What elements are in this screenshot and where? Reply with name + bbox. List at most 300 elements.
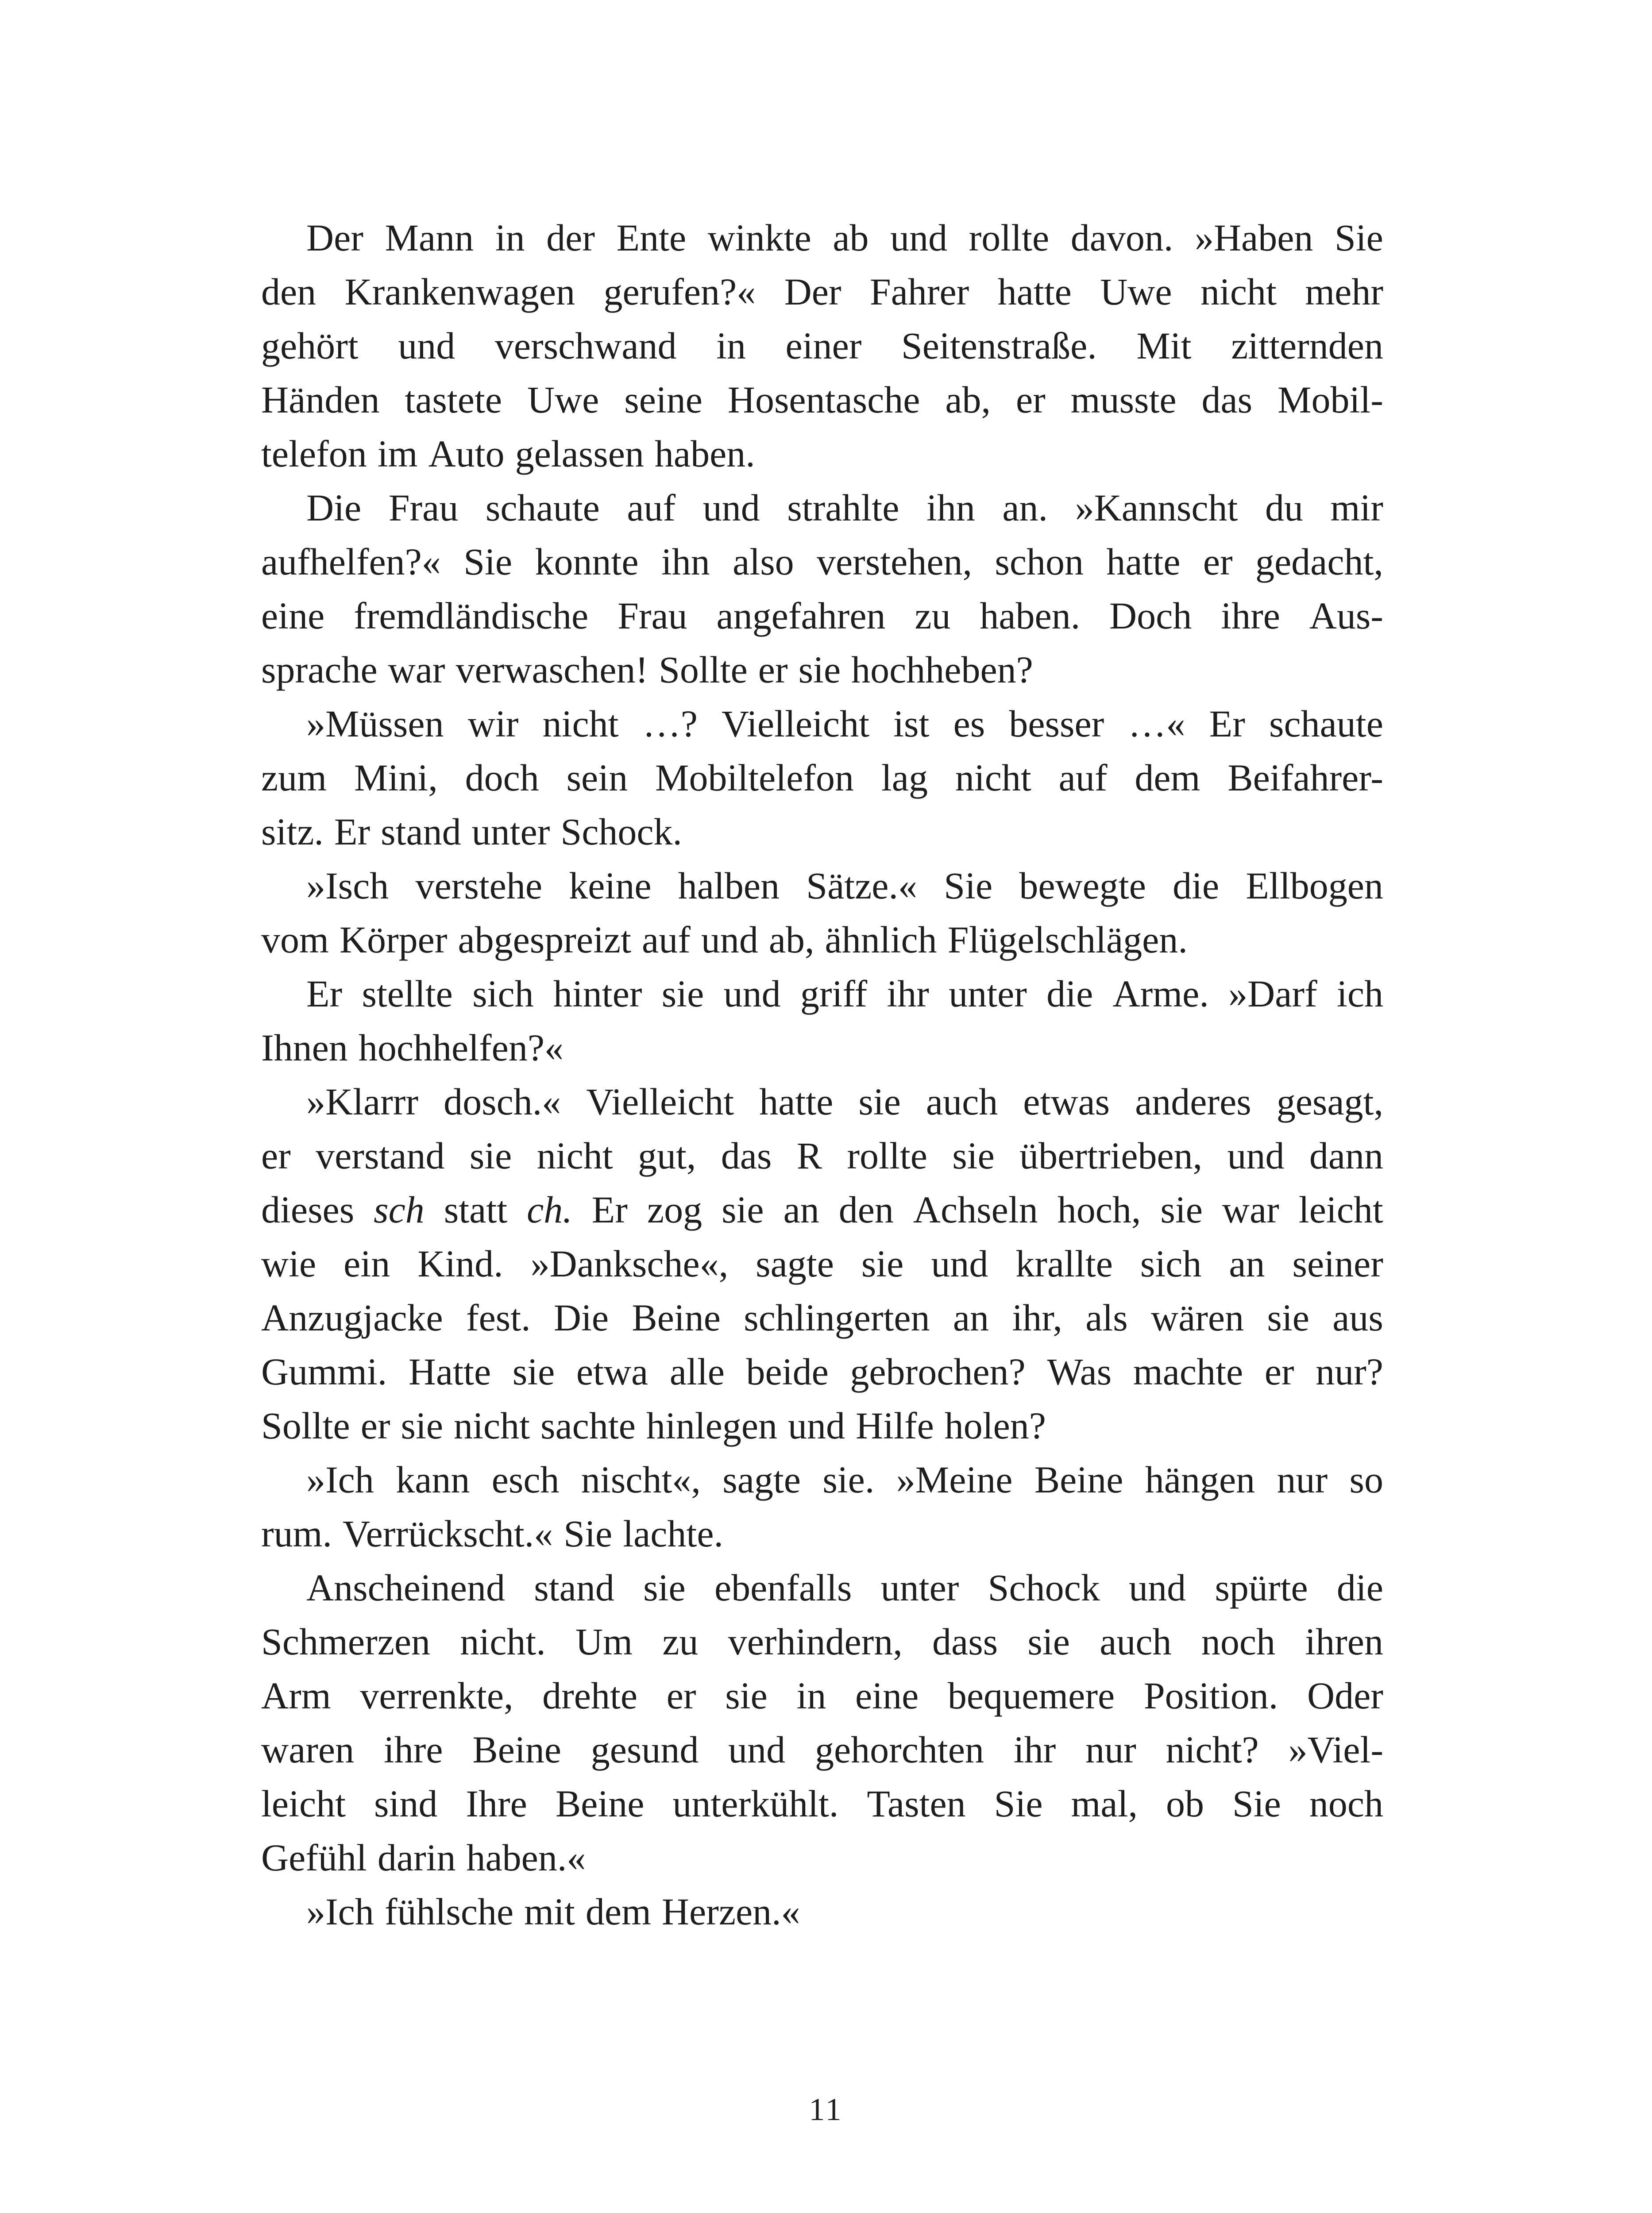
word: nicht? [1166, 1728, 1259, 1771]
word: schaute [1269, 702, 1383, 745]
word: kann [396, 1458, 470, 1501]
word: nicht [1200, 270, 1277, 313]
word: fremdländische [354, 594, 589, 637]
word: mal, [1071, 1782, 1138, 1825]
text-line [261, 1831, 1383, 1885]
word: mehr [1305, 270, 1383, 313]
word: hatte [1106, 540, 1181, 583]
word: ein [344, 1242, 390, 1285]
word: war [1222, 1188, 1279, 1231]
word: Gummi. [261, 1350, 387, 1393]
word: Flügelschlägen. [947, 918, 1188, 961]
word: an. [1002, 486, 1048, 529]
word: musste [1070, 378, 1177, 421]
word: er [360, 1404, 390, 1447]
word: Hatte [408, 1350, 491, 1393]
word: nicht [537, 1134, 613, 1177]
word: »Kannscht [1075, 486, 1238, 529]
word: du [1265, 486, 1303, 529]
word: sprache [261, 648, 378, 691]
word: gesund [591, 1728, 699, 1771]
word: fühlsche [384, 1890, 514, 1933]
word: Beine [555, 1782, 645, 1825]
word: hochheben? [851, 648, 1033, 691]
word: in [796, 1674, 826, 1717]
word: gerufen?« [603, 270, 756, 313]
word: rollte [969, 216, 1050, 259]
text-line [261, 319, 1383, 373]
word: stand [381, 810, 461, 853]
word: ab, [945, 378, 991, 421]
text-line [261, 1075, 1383, 1129]
word: Arme. [1112, 972, 1209, 1015]
text-line [261, 1723, 1383, 1777]
word: rollte [847, 1134, 927, 1177]
text-line [261, 1345, 1383, 1399]
word: ab, [768, 918, 814, 961]
word: er [261, 1134, 291, 1177]
word: keine [569, 864, 652, 907]
word: haben.« [466, 1836, 586, 1879]
word: und [1227, 1134, 1285, 1177]
word: …« [1128, 702, 1185, 745]
word: Mini, [354, 756, 438, 799]
text-line [261, 697, 1383, 751]
word: Fahrer [869, 270, 969, 313]
word: sich [472, 972, 534, 1015]
text-line [261, 1021, 1383, 1075]
word: sie. [822, 1458, 875, 1501]
word: hinter [553, 972, 642, 1015]
word: hochhelfen?« [358, 1026, 564, 1069]
word: Position. [1143, 1674, 1278, 1717]
word: ist [893, 702, 930, 745]
word: »Müssen [306, 702, 444, 745]
text-line [261, 265, 1383, 319]
word: ab [833, 216, 869, 259]
word: ihren [1305, 1620, 1383, 1663]
word: an [1229, 1242, 1265, 1285]
word: sachte [540, 1404, 636, 1447]
word: seiner [1292, 1242, 1383, 1285]
word: esch [491, 1458, 560, 1501]
text-line [261, 1291, 1383, 1345]
text-line [261, 1777, 1383, 1831]
word: verwaschen! [455, 648, 648, 691]
word: Achseln [913, 1188, 1038, 1231]
word: ihre [383, 1728, 443, 1771]
text-line [261, 1129, 1383, 1183]
word: ich [1336, 972, 1383, 1015]
word: wie [261, 1242, 317, 1285]
word: er [1015, 378, 1046, 421]
word: sagte [722, 1458, 801, 1501]
word: Schock. [560, 810, 683, 853]
word: die [1336, 1566, 1383, 1609]
word: so [1349, 1458, 1383, 1501]
word: fest. [466, 1296, 531, 1339]
word: war [388, 648, 445, 691]
word: sie [725, 1674, 768, 1717]
word: »Isch [306, 864, 389, 907]
word: wir [467, 702, 519, 745]
word: schlingerten [744, 1296, 930, 1339]
word: verschwand [494, 324, 677, 367]
word: R [796, 1134, 822, 1177]
word: Arm [261, 1674, 331, 1717]
word: Vielleicht [722, 702, 869, 745]
word: nicht [955, 756, 1031, 799]
word: Hilfe [856, 1404, 934, 1447]
text-line [261, 1399, 1383, 1453]
word: Er [306, 972, 343, 1015]
word: und [890, 216, 948, 259]
word: alle [669, 1350, 725, 1393]
word: sagte [756, 1242, 834, 1285]
word: »Haben [1194, 216, 1313, 259]
word: einer [785, 324, 862, 367]
word: sie [661, 972, 704, 1015]
word: nur? [1316, 1350, 1383, 1393]
word: und [702, 486, 760, 529]
word: ihr, [1012, 1296, 1062, 1339]
word: verstehe [415, 864, 543, 907]
word: ihr [1013, 1728, 1056, 1771]
body-text [261, 211, 1383, 1939]
word: Schmerzen [261, 1620, 431, 1663]
word: das [721, 1134, 772, 1177]
word: machte [1133, 1350, 1243, 1393]
word: Er [591, 1188, 628, 1231]
word: gesagt, [1276, 1080, 1383, 1123]
word: auf [642, 918, 691, 961]
word: Hosentasche [727, 378, 920, 421]
word: Frau [618, 594, 687, 637]
word: verstand [316, 1134, 445, 1177]
text-line [261, 373, 1383, 427]
word: Um [575, 1620, 633, 1663]
word: Sie [564, 1512, 613, 1555]
word: auch [926, 1080, 998, 1123]
word: Herzen.« [661, 1890, 800, 1933]
word: sie [858, 1080, 901, 1123]
word: »Klarrr [306, 1080, 419, 1123]
word: aufhelfen?« [261, 540, 441, 583]
word: Tasten [867, 1782, 966, 1825]
word: sie [401, 1404, 444, 1447]
word: Beifahrer- [1227, 756, 1383, 799]
text-line [261, 751, 1383, 805]
word: und [723, 972, 781, 1015]
text-line [261, 1885, 1383, 1939]
word: sind [374, 1782, 438, 1825]
word: unter [880, 1566, 959, 1609]
word: dieses [261, 1188, 355, 1231]
word: unter [949, 972, 1027, 1015]
word: nischt«, [581, 1458, 701, 1501]
word: das [1201, 378, 1253, 421]
word: sich [1140, 1242, 1202, 1285]
word: drehte [542, 1674, 638, 1717]
word: er [1203, 540, 1233, 583]
text-line [261, 805, 1383, 859]
word: zog [647, 1188, 702, 1231]
word: vom [261, 918, 329, 961]
word: davon. [1070, 216, 1173, 259]
text-line [261, 535, 1383, 589]
word: Vielleicht [586, 1080, 734, 1123]
word: Aus- [1309, 594, 1383, 637]
text-line [261, 1615, 1383, 1669]
word: Kind. [417, 1242, 503, 1285]
word: und [728, 1728, 786, 1771]
word: dem [1135, 756, 1200, 799]
word: halben [678, 864, 780, 907]
word: gedacht, [1255, 540, 1383, 583]
word: haben. [980, 594, 1081, 637]
word: Mann [385, 216, 474, 259]
word: die [1046, 972, 1093, 1015]
word: und [1129, 1566, 1186, 1609]
word: anderes [1135, 1080, 1251, 1123]
word: dann [1309, 1134, 1383, 1177]
word: Schock [988, 1566, 1100, 1609]
word: besser [1009, 702, 1104, 745]
word: auf [1058, 756, 1108, 799]
word: …? [642, 702, 698, 745]
word: Seitenstraße. [901, 324, 1097, 367]
word: konnte [535, 540, 639, 583]
word: eine [855, 1674, 919, 1717]
word: sie [1160, 1188, 1203, 1231]
word: Händen [261, 378, 380, 421]
word: statt [444, 1188, 508, 1231]
word: Mobil- [1278, 378, 1383, 421]
word: er [758, 648, 788, 691]
word: Anscheinend [306, 1566, 505, 1609]
word: und [931, 1242, 988, 1285]
word: den [838, 1188, 894, 1231]
word: sie [1267, 1296, 1309, 1339]
word: also [733, 540, 794, 583]
text-line [261, 913, 1383, 967]
word: krallte [1015, 1242, 1113, 1285]
word: übertrieben, [1019, 1134, 1203, 1177]
word: Uwe [1100, 270, 1172, 313]
word: Beine [632, 1296, 721, 1339]
word: sitz. [261, 810, 324, 853]
word: zu [915, 594, 951, 637]
word: nur [1085, 1728, 1136, 1771]
word: wären [1151, 1296, 1244, 1339]
word: verhindern, [728, 1620, 903, 1663]
word: zum [261, 756, 327, 799]
word: strahlte [787, 486, 899, 529]
word: gut, [637, 1134, 696, 1177]
word: haben. [654, 432, 755, 475]
word: Auto [428, 432, 505, 475]
word: ch. [527, 1188, 572, 1231]
word: hängen [1145, 1458, 1255, 1501]
word: sie [643, 1566, 686, 1609]
word: ebenfalls [714, 1566, 852, 1609]
word: er [666, 1674, 696, 1717]
word: »Danksche«, [530, 1242, 729, 1285]
word: beide [746, 1350, 829, 1393]
text-line [261, 1561, 1383, 1615]
word: Sie [1232, 1782, 1281, 1825]
word: sie [469, 1134, 512, 1177]
word: hatte [997, 270, 1072, 313]
word: »Darf [1228, 972, 1317, 1015]
word: Ihre [466, 1782, 527, 1825]
word: Sie [994, 1782, 1043, 1825]
word: waren [261, 1728, 355, 1771]
text-line [261, 1183, 1383, 1237]
word: im [377, 432, 418, 475]
text-line [261, 1453, 1383, 1507]
word: mir [1330, 486, 1383, 529]
word: Beine [472, 1728, 561, 1771]
text-line [261, 481, 1383, 535]
word: er [1264, 1350, 1294, 1393]
word: »Meine [896, 1458, 1013, 1501]
word: abgespreizt [458, 918, 632, 961]
word: etwas [1023, 1080, 1110, 1123]
word: in [495, 216, 525, 259]
word: gelassen [515, 432, 644, 475]
word: nur [1277, 1458, 1328, 1501]
word: nicht [542, 702, 619, 745]
word: zitternden [1231, 324, 1383, 367]
text-line [261, 859, 1383, 913]
word: sie [861, 1242, 904, 1285]
word: ihr [887, 972, 929, 1015]
word: Körper [339, 918, 448, 961]
word: »Viel- [1288, 1728, 1383, 1771]
word: »Ich [306, 1458, 374, 1501]
word: Die [553, 1296, 609, 1339]
word: der [546, 216, 595, 259]
word: »Ich [306, 1890, 374, 1933]
text-line [261, 643, 1383, 697]
text-line [261, 427, 1383, 481]
word: noch [1309, 1782, 1383, 1825]
word: Er [334, 810, 371, 853]
word: Der [784, 270, 841, 313]
word: sie [1027, 1620, 1070, 1663]
word: Ellbogen [1246, 864, 1383, 907]
word: in [716, 324, 746, 367]
word: verstehen, [817, 540, 973, 583]
text-line [261, 211, 1383, 265]
text-line [261, 967, 1383, 1021]
word: noch [1201, 1620, 1275, 1663]
word: lachte. [623, 1512, 723, 1555]
word: Frau [388, 486, 459, 529]
word: an [953, 1296, 989, 1339]
word: seine [624, 378, 702, 421]
word: Sie [463, 540, 513, 583]
word: auf [627, 486, 676, 529]
word: bequemere [947, 1674, 1115, 1717]
word: Beine [1034, 1458, 1123, 1501]
word: sie [512, 1350, 555, 1393]
word: leicht [1298, 1188, 1383, 1231]
word: an [783, 1188, 819, 1231]
text-line [261, 1507, 1383, 1561]
word: doch [465, 756, 539, 799]
word: Krankenwagen [344, 270, 575, 313]
word: und [398, 324, 455, 367]
word: unter [471, 810, 550, 853]
word: gehört [261, 324, 359, 367]
word: Die [306, 486, 362, 529]
word: hatte [759, 1080, 834, 1123]
word: winkte [707, 216, 811, 259]
word: ähnlich [825, 918, 937, 961]
word: sein [566, 756, 628, 799]
word: Was [1047, 1350, 1112, 1393]
word: Der [306, 216, 363, 259]
word: unterkühlt. [672, 1782, 839, 1825]
word: dem [585, 1890, 651, 1933]
text-line [261, 1669, 1383, 1723]
text-line [261, 589, 1383, 643]
word: die [1173, 864, 1220, 907]
page-number: 11 [809, 2092, 843, 2127]
word: ob [1166, 1782, 1204, 1825]
word: rum. [261, 1512, 332, 1555]
word: angefahren [716, 594, 886, 637]
word: Gefühl [261, 1836, 367, 1879]
word: stand [534, 1566, 614, 1609]
word: etwa [576, 1350, 648, 1393]
word: zu [662, 1620, 699, 1663]
word: tastete [405, 378, 502, 421]
word: Sie [944, 864, 993, 907]
word: ihn [661, 540, 710, 583]
word: ihre [1221, 594, 1280, 637]
word: telefon [261, 432, 367, 475]
word: bewegte [1019, 864, 1146, 907]
word: holen? [944, 1404, 1046, 1447]
word: auch [1100, 1620, 1172, 1663]
word: Er [1209, 702, 1245, 745]
word: griff [800, 972, 868, 1015]
word: leicht [261, 1782, 346, 1825]
word: sie [952, 1134, 995, 1177]
word: und [788, 1404, 845, 1447]
word: hoch, [1057, 1188, 1141, 1231]
word: dass [932, 1620, 998, 1663]
word: Sie [1334, 216, 1383, 259]
word: Oder [1307, 1674, 1383, 1717]
word: und [701, 918, 758, 961]
word: Anzugjacke [261, 1296, 443, 1339]
word: sch [374, 1188, 425, 1231]
word: aus [1332, 1296, 1383, 1339]
word: gehorchten [814, 1728, 984, 1771]
word: Verrückscht.« [343, 1512, 553, 1555]
word: hinlegen [646, 1404, 778, 1447]
word: gebrochen? [850, 1350, 1026, 1393]
word: ihn [926, 486, 975, 529]
word: stellte [362, 972, 453, 1015]
word: lag [881, 756, 928, 799]
word: nicht [454, 1404, 530, 1447]
word: Ente [616, 216, 687, 259]
